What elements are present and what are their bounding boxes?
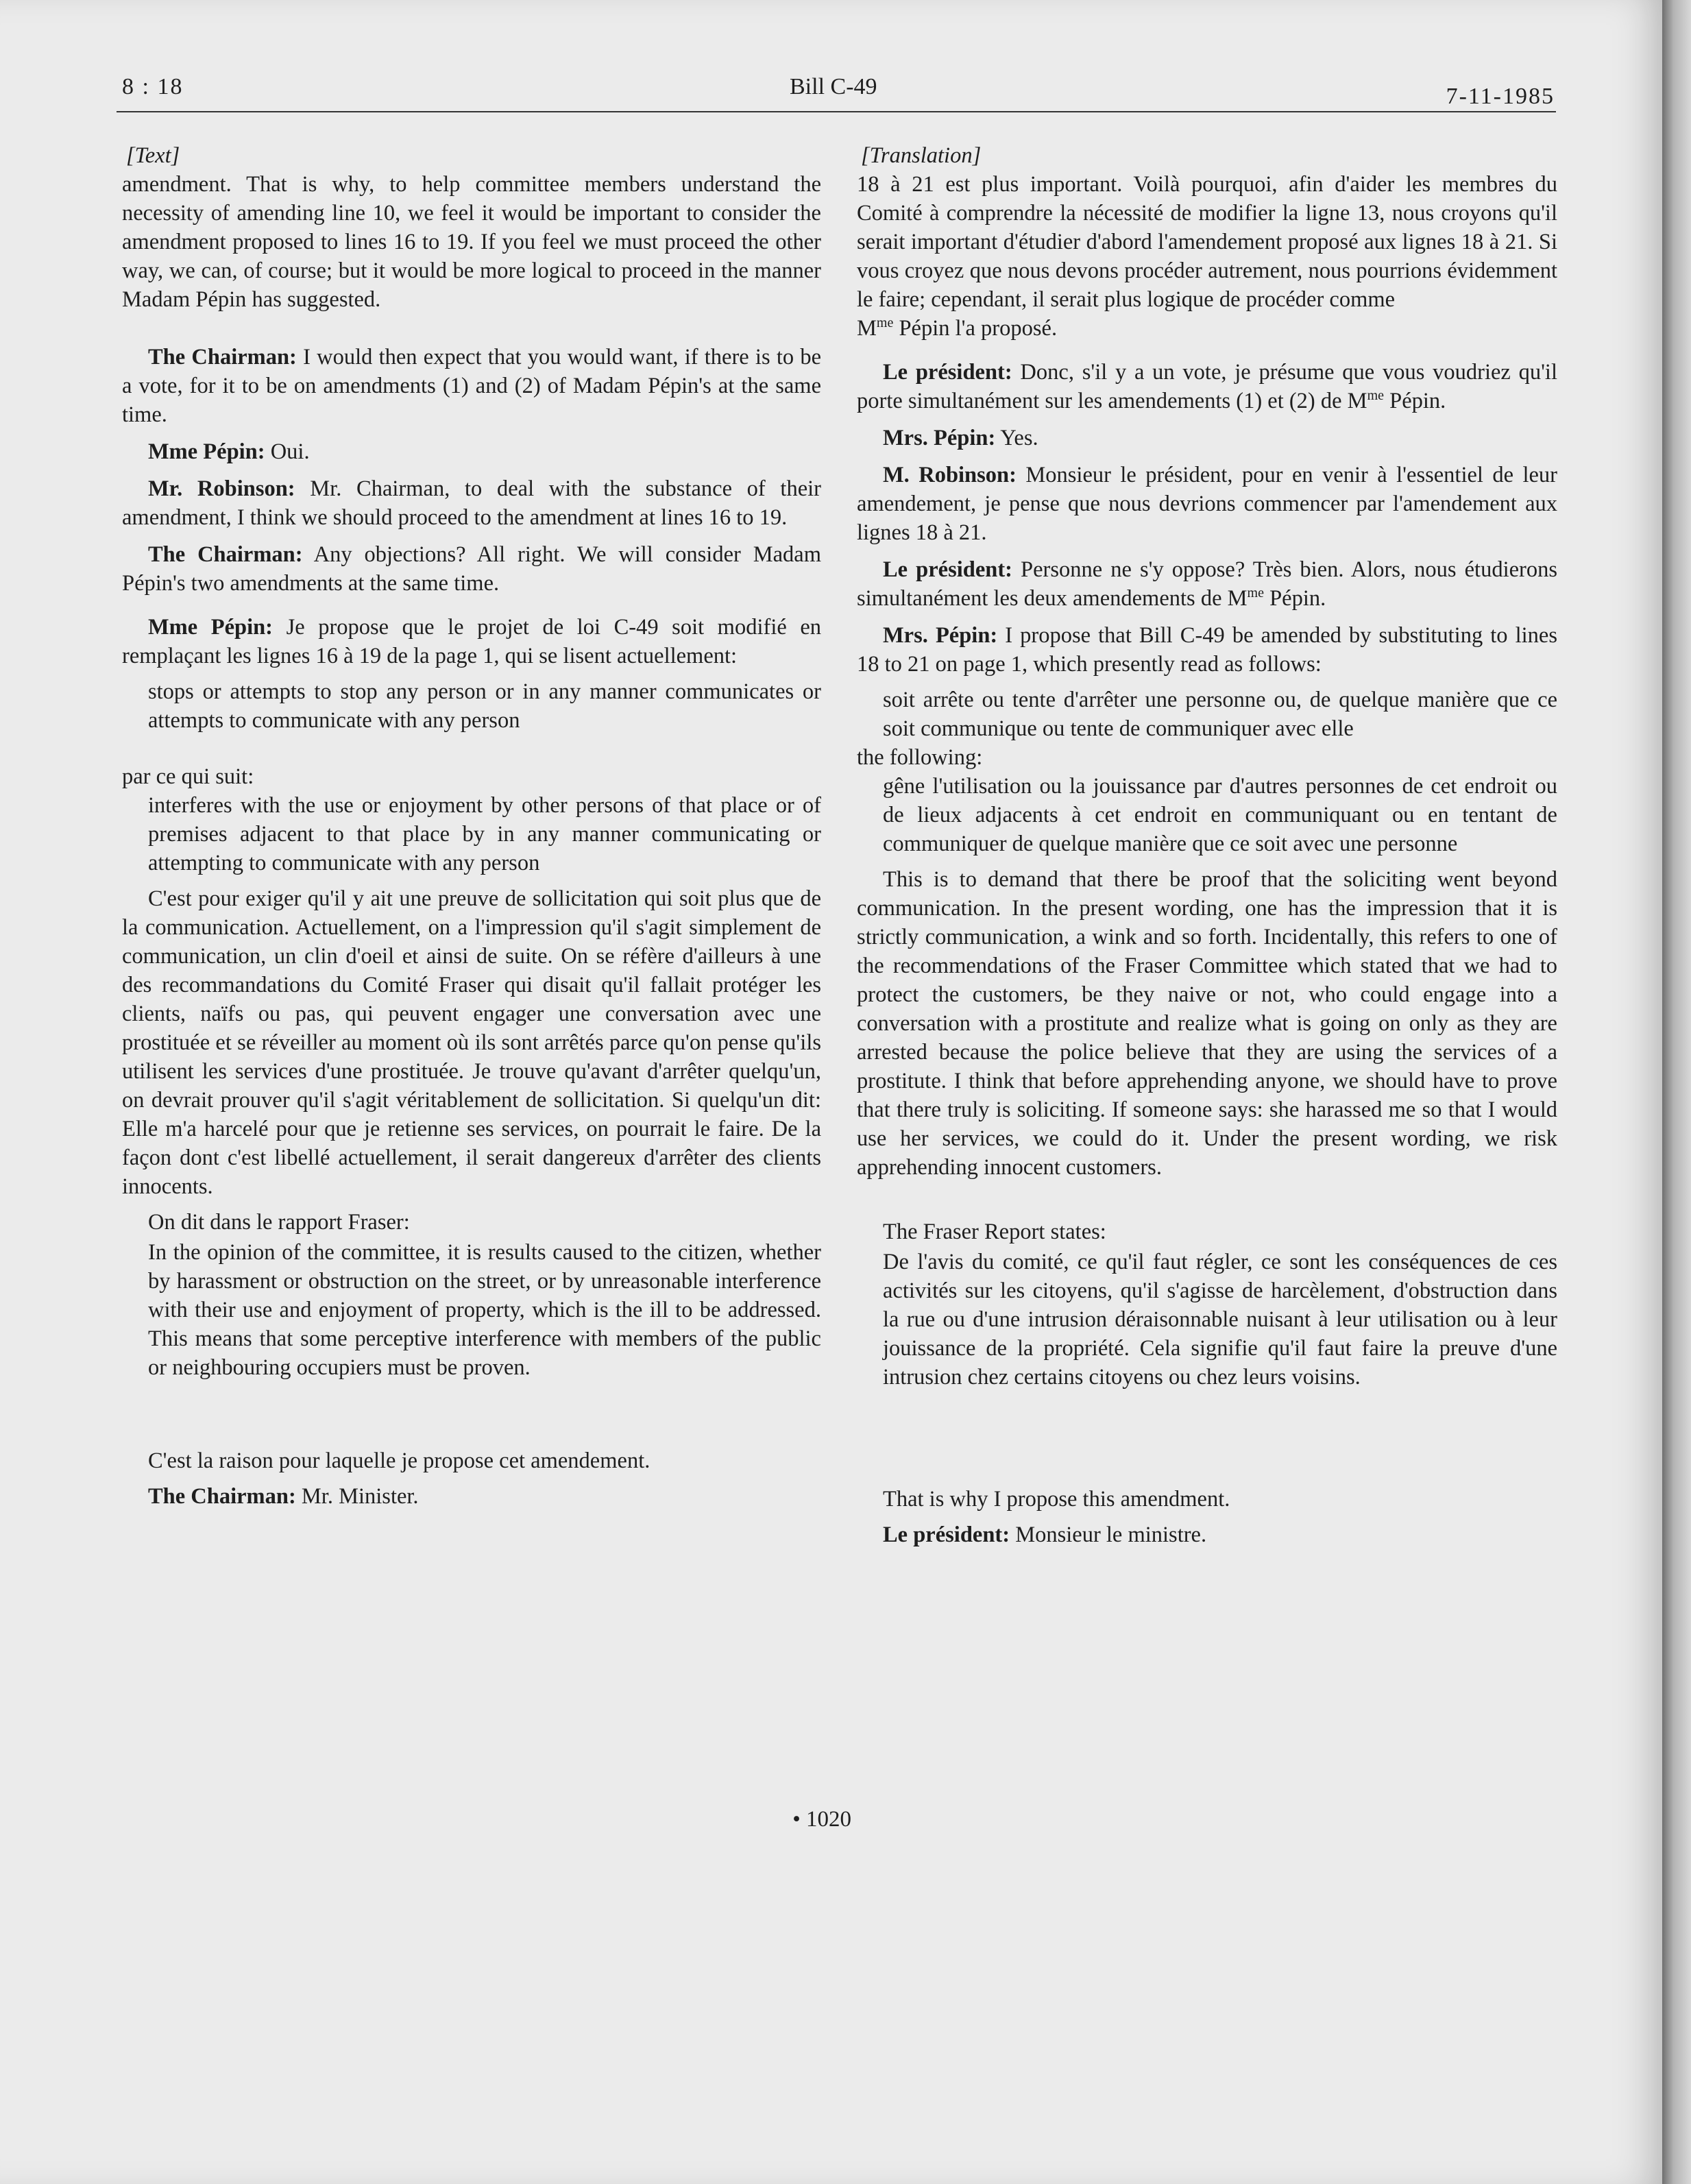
speaker-label: Mme Pépin: [148, 439, 265, 464]
paragraph [857, 170, 1557, 343]
speech-pepin [857, 424, 1557, 452]
paragraph: On dit dans le rapport Fraser: [148, 1210, 410, 1235]
paragraph: C'est la raison pour laquelle je propose cet amendement. [148, 1448, 650, 1473]
paragraph: C'est pour exiger qu'il y ait une preuve de sollicitation qui soit plus que de la communication. Actuellement, on a l'impression qu'il s'agit simplement de communication, un clin d'oeil et ainsi de suite. On se réfère d'ailleurs à une des recommandations du Comité Fraser qui disait qu'il fallait protéger les clients, naïfs ou pas, qui peuvent engager une conversation avec une prostituée et se réveiller au moment où ils sont arrêtés parce qu'on pense qu'ils utilisent les services d'une prostituée. Je trouve qu'avant d'arrêter quelqu'un, on devrait prouver qu'il s'agit véritablement de sollicitation. Si quelqu'un dit: Elle m'a harcelé pour que je retienne ses services, on pourrait le faire. De la façon dont c'est libellé actuellement, il serait dangereux d'arrêter des clients innocents. [122, 886, 821, 1199]
page-edge [1662, 0, 1691, 2184]
speaker-label: M. Robinson: [883, 463, 1017, 487]
speech-text: Donc, s'il y a un vote, je présume que vous voudriez qu'il porte simultanément sur les amendements (1) et (2) de M [857, 360, 1557, 413]
speaker-label: The Chairman: [148, 1484, 296, 1509]
text-tag: [Text] [126, 143, 180, 168]
speech-chairman [122, 343, 821, 429]
speech-text: Monsieur le président, pour en venir à l'essentiel de leur amendement, je pense que nous devrions commencer par l'amendement aux lignes 18 à 21. [857, 463, 1557, 545]
block-quote: soit arrête ou tente d'arrêter une personne ou, de quelque manière que ce soit communique ou tente de communiquer avec elle [883, 688, 1557, 741]
speech-text: I would then expect that you would want, if there is to be a vote, for it to be on amendments (1) and (2) of Madam Pépin's at the same time. [122, 345, 821, 427]
speech-text: Oui. [265, 439, 310, 464]
running-header [122, 74, 1555, 115]
time-marker: • 1020 [792, 1807, 851, 1832]
block-quote: interferes with the use or enjoyment by other persons of that place or of premises adjacent to that place by in any manner communicating or attempting to communicate with any person [148, 793, 821, 875]
block-quote: stops or attempts to stop any person or in any manner communicates or attempts to communicate with any person [148, 679, 821, 733]
speech-text: Mr. Minister. [295, 1484, 419, 1509]
speaker-label: Le président: [883, 360, 1012, 385]
speech-robinson [122, 474, 821, 532]
paragraph: This is to demand that there be proof that the soliciting went beyond communication. In the present wording, one has the impression that it is strictly communication, a wink and so forth. Incidentally, this refers to one of the recommendations of the Fraser Committee which stated that we had to protect the customers, be they naive or not, who could engage into a conversation with a prostitute and realize what is going on only as they are arrested because the police believe that they are using the services of a prostitute. I think that before apprehending anyone, we should have to prove that there truly is soliciting. If someone says: she harassed me so that I would use her services, we could do it. Under the present wording, we risk apprehending innocent customers. [857, 867, 1557, 1180]
speech-president [857, 555, 1557, 613]
speech-president [857, 1520, 1557, 1549]
block-quote: gêne l'utilisation ou la jouissance par d'autres personnes de cet endroit ou de lieux adjacents à cet endroit en communiquant ou en tentant de communiquer de quelque manière que ce soit avec une personne [883, 774, 1557, 856]
paragraph-text: Pépin l'a proposé. [893, 316, 1058, 341]
speaker-label: Mrs. Pépin: [883, 623, 998, 648]
abbrev-sup: me [1247, 585, 1264, 601]
header-date: 7-11-1985 [1446, 84, 1555, 109]
speech-text: Yes. [995, 426, 1038, 450]
speech-president [857, 358, 1557, 415]
abbrev-sup: me [876, 315, 894, 331]
speech-text: I propose that Bill C-49 be amended by substituting to lines 18 to 21 on page 1, which presently read as follows: [857, 623, 1557, 677]
page-number: 8 : 18 [122, 74, 184, 99]
speaker-label: The Chairman: [148, 542, 303, 567]
speech-text: Personne ne s'y oppose? Très bien. Alors, nous étudierons simultanément les deux amendements de M [857, 557, 1557, 611]
speaker-label: Mme Pépin: [148, 615, 273, 640]
paragraph: par ce qui suit: [122, 764, 254, 789]
block-quote: In the opinion of the committee, it is results caused to the citizen, whether by harassment or obstruction on the street, or by unreasonable interference with their use and enjoyment of property, which is the ill to be addressed. This means that some perceptive interference with members of the public or neighbouring occupiers must be proven. [148, 1240, 821, 1380]
speech-pepin [122, 613, 821, 670]
abbrev: M [857, 316, 877, 341]
speech-text: Je propose que le projet de loi C-49 soit modifié en remplaçant les lignes 16 à 19 de la page 1, qui se lisent actuellement: [122, 615, 822, 668]
paragraph: The Fraser Report states: [883, 1220, 1106, 1244]
paragraph: amendment. That is why, to help committee members understand the necessity of amending line 10, we feel it would be important to consider the amendment proposed to lines 16 to 19. If you feel we must proceed the other way, we can, of course; but it would be more logical to proceed in the manner Madam Pépin has suggested. [122, 172, 821, 312]
left-column [122, 141, 821, 1511]
block-quote: De l'avis du comité, ce qu'il faut régler, ce sont les conséquences de ces activités sur les citoyens, qu'il s'agisse de harcèlement, d'obstruction dans la rue ou d'une intrusion déraisonnable nuisant à leur utilisation ou à leur jouissance de la propriété. Cela signifie qu'il faut faire la preuve d'une intrusion chez certains citoyens ou chez leurs voisins. [883, 1250, 1557, 1390]
speech-pepin [122, 437, 821, 466]
header-rule [117, 111, 1556, 112]
speaker-label: Mrs. Pépin: [883, 426, 996, 450]
page-title: Bill C-49 [790, 74, 877, 99]
speech-text: Mr. Chairman, to deal with the substance of their amendment, I think we should proceed to the amendment at lines 16 to 19. [122, 476, 821, 530]
speech-chairman [122, 1482, 821, 1511]
speaker-label: Le président: [883, 1522, 1010, 1547]
paragraph: the following: [857, 745, 983, 770]
speaker-label: Le président: [883, 557, 1012, 582]
translation-tag: [Translation] [861, 143, 982, 168]
abbrev-sup: me [1367, 388, 1385, 404]
speech-text: Monsieur le ministre. [1010, 1522, 1207, 1547]
speaker-label: Mr. Robinson: [148, 476, 295, 501]
speech-text: Any objections? All right. We will consider Madam Pépin's two amendments at the same time. [122, 542, 821, 596]
speech-robinson [857, 461, 1557, 547]
paragraph-text: 18 à 21 est plus important. Voilà pourquoi, afin d'aider les membres du Comité à comprendre la nécessité de modifier la ligne 13, nous croyons qu'il serait important d'étudier d'abord l'amendement proposé aux lignes 18 à 21. Si vous croyez que nous devons procéder autrement, nous pourrions évidemment le faire; cependant, il serait plus logique de procéder comme [857, 172, 1557, 312]
right-column [857, 141, 1557, 1549]
paragraph: That is why I propose this amendment. [883, 1487, 1230, 1512]
speech-chairman [122, 540, 821, 598]
speech-text: Pépin. [1384, 389, 1446, 413]
speech-text: Pépin. [1263, 586, 1326, 611]
speaker-label: The Chairman: [148, 345, 297, 369]
speech-pepin [857, 621, 1557, 679]
